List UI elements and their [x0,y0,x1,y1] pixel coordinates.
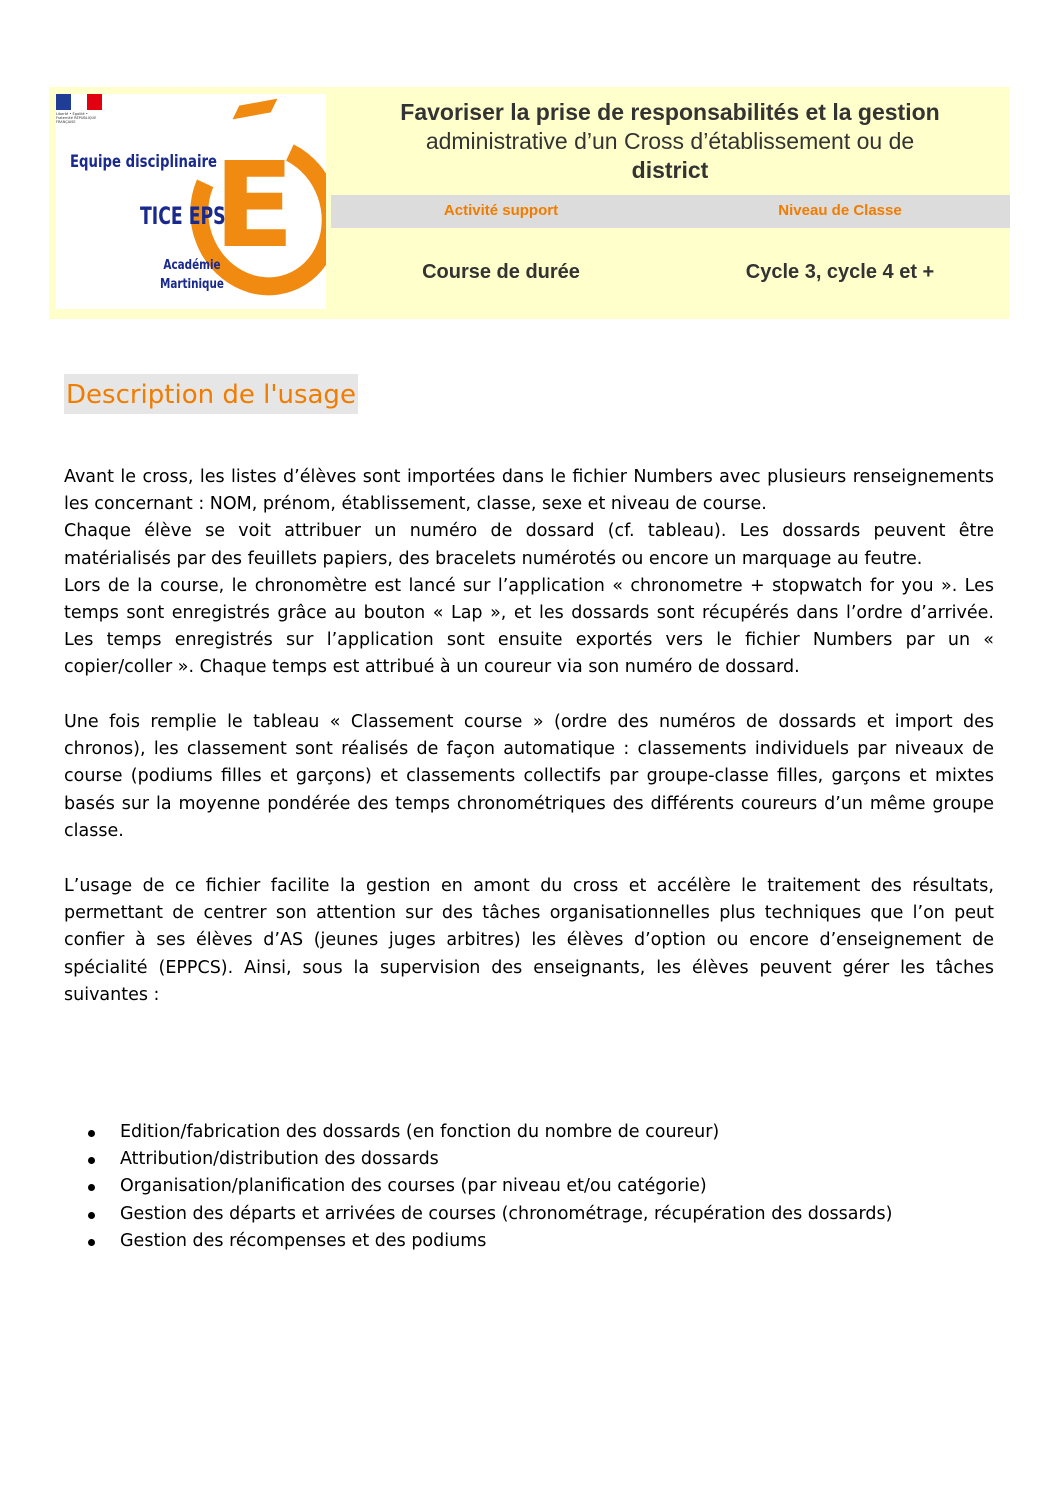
logo-region-line: Martinique [160,277,224,292]
list-item-text: Gestion des récompenses et des podiums [120,1230,487,1251]
list-item-text: Edition/fabrication des dossards (en fonction du nombre de coureur) [120,1122,720,1142]
usage-paragraph [64,873,994,1009]
paragraph: Chaque élève se voit attribuer un numéro de dossard (cf. tableau). Les dossards peuvent être matérialisés par des feuillets papiers, des bracelets numérotés ou encore un marquage au feutre. [64,521,994,569]
title-line-2: administrative d’un Cross d’établissement ou de [425,128,915,154]
level-label: Niveau de Classe [778,202,902,219]
logo-academie-text [160,256,224,294]
ranking-paragraph [64,709,994,845]
list-item [64,1228,994,1255]
list-item-text: Gestion des départs et arrivées de courses (chronométrage, récupération des dossards) [120,1203,893,1224]
list-item [64,1173,994,1200]
page-title [340,98,1000,185]
bullet-icon [88,1239,95,1246]
activity-label: Activité support [443,202,559,219]
intro-paragraphs [64,464,994,682]
logo-academie-line: Académie [163,258,221,273]
logo-accent-icon [233,99,278,120]
list-item-text: Organisation/planification des courses (par niveau et/ou catégorie) [120,1176,707,1197]
list-item [64,1201,994,1228]
bullet-icon [88,1212,95,1219]
paragraph: Avant le cross, les listes d’élèves sont importées dans le fichier Numbers avec plusieurs renseignements les concernant : NOM, prénom, établissement, classe, sexe et niveau de course. [64,467,994,515]
task-list [64,1119,994,1255]
bullet-icon [88,1184,95,1191]
title-line-3: district [631,157,709,183]
logo-tice-text: TICE EPS [140,202,226,230]
paragraph: L’usage de ce fichier facilite la gestion en amont du cross et accélère le traitement des résultats, permettant de centrer son attention sur des tâches organisationnelles plus techniques que l’on peut confier à ses élèves d’AS (jeunes juges arbitres) les élèves d’option ou encore d’enseignement de spécialité (EPPCS). Ainsi, sous la supervision des enseignants, les élèves peuvent gérer les tâches suivantes : [64,876,994,1005]
activity-value: Course de durée [422,261,580,283]
paragraph: Une fois remplie le tableau « Classement course » (ordre des numéros de dossards et import des chronos), les classement sont réalisés de façon automatique : classements individuels par niveaux de course (podiums filles et garçons) et classements collectifs par groupe-classe filles, garçons et mixtes basés sur la moyenne pondérée des temps chronométriques des différents coureurs d’un même groupe classe. [64,712,994,841]
list-item [64,1119,994,1146]
paragraph: Lors de la course, le chronomètre est lancé sur l’application « chronometre + stopwatch for you ». Les temps sont enregistrés grâce au bouton « Lap », et les dossards sont récupérés dans l’ordre d’arrivée. Les temps enregistrés sur l’application sont ensuite exportés vers le fichier Numbers par un « copier/coller ». Chaque temps est attribué à un coureur via son numéro de dossard. [64,575,994,678]
logo-e-letter: E [213,136,295,274]
flag-caption: Liberté • Égalité • Fraternité RÉPUBLIQUE FRANÇAISE [56,112,97,124]
academy-logo [56,94,326,309]
level-value: Cycle 3, cycle 4 et + [745,261,935,283]
bullet-icon [88,1157,95,1164]
title-line-1: Favoriser la prise de responsabilités et la gestion [400,99,940,125]
section-title: Description de l'usage [64,374,358,414]
bullet-icon [88,1130,95,1137]
list-item [64,1146,994,1173]
list-item-text: Attribution/distribution des dossards [120,1149,439,1170]
logo-team-text: Equipe disciplinaire [70,152,218,172]
republique-flag-icon [56,94,102,110]
